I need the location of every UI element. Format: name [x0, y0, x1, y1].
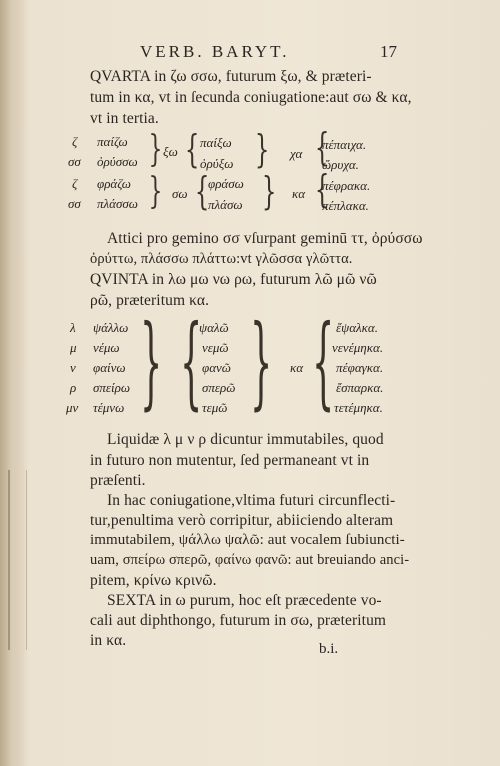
t2-verb-4: σπείρω: [93, 380, 131, 395]
page-number: 17: [380, 42, 397, 61]
para1-line1: QVARTA in ζω σσω, futurum ξω, & præteri-: [90, 68, 372, 85]
t2-brace-right: {: [312, 303, 335, 420]
t2-verb-5: τέμνω: [93, 400, 125, 415]
t2-letter-5: μν: [66, 400, 79, 415]
t1-verb-3: φράζω: [97, 176, 131, 191]
t1-fut-b: σω: [172, 186, 188, 201]
t2-fut-1: ψαλῶ: [199, 320, 229, 335]
t1-verb-2: ὀρύσσω: [97, 154, 138, 169]
book-spine-shadow: [0, 0, 30, 766]
t1-brace-mid-2a: {: [194, 169, 210, 213]
t1-brace-left-1: }: [148, 129, 163, 170]
t2-perf-4: ἔσπαρκα.: [336, 380, 384, 395]
t1-brace-mid-1a: {: [184, 127, 200, 171]
signature-mark: b.i.: [319, 641, 339, 657]
t1-brace-left-2: }: [148, 171, 163, 212]
t2-perf-5: τετέμηκα.: [334, 400, 383, 415]
t1-brace-mid-1b: }: [254, 127, 270, 171]
t1-mid-2: ὀρύξω: [200, 156, 234, 171]
para4-line3: præſenti.: [90, 472, 146, 489]
para6-line2: cali aut diphthongo, futurum in σω, præteritum: [90, 612, 387, 629]
para2-line1: Attici pro gemino σσ vſurpant geminū ττ, ὀρύσσω: [107, 230, 423, 247]
t2-letter-1: λ: [70, 320, 76, 335]
t2-perf-1: ἔψαλκα.: [336, 320, 378, 335]
para5-line1: In hac coniugatione,vltima futuri circunflecti-: [107, 492, 396, 509]
t1-brace-right-2: {: [314, 167, 330, 211]
t1-mid-1: παίξω: [200, 135, 232, 150]
para5-line4: uam, σπείρω σπερῶ, φαίνω φανῶ: aut breuiando anci-: [90, 552, 410, 568]
t2-perf-label: κα: [290, 360, 304, 375]
binding-crease: [8, 470, 27, 650]
t2-fut-5: τεμῶ: [202, 400, 228, 415]
para6-line1: SEXTA in ω purum, hoc eſt præcedente vo-: [107, 592, 382, 609]
t1-perf-1: πέπαιχα.: [322, 137, 367, 152]
t2-verb-2: νέμω: [93, 340, 120, 355]
t2-letter-4: ρ: [70, 380, 77, 395]
t1-mid-4: πλάσω: [208, 197, 243, 212]
t1-letter-3: ζ: [72, 176, 78, 191]
t1-perf-3: πέφρακα.: [322, 178, 371, 193]
t2-perf-2: νενέμηκα.: [332, 340, 384, 355]
running-title: VERB. BARYT.: [140, 42, 290, 61]
para2-line2: ὀρύττω, πλάσσω πλάττω:vt γλῶσσα γλῶττα.: [90, 251, 353, 267]
t1-perf-2: ὤρυχα.: [322, 157, 359, 172]
t2-verb-3: φαίνω: [93, 360, 126, 375]
t1-mid-3: φράσω: [208, 176, 244, 191]
t1-brace-mid-2b: }: [261, 169, 277, 213]
t1-letter-2: σσ: [68, 154, 81, 169]
para4-line1: Liquidæ λ μ ν ρ dicuntur immutabiles, quod: [107, 431, 384, 448]
t2-letter-3: ν: [70, 360, 76, 375]
t1-perf-a: χα: [290, 146, 303, 161]
para5-line3: immutabilem, ψάλλω ψαλῶ: aut vocalem ſubiuncti-: [90, 532, 405, 548]
t1-verb-1: παίζω: [97, 134, 128, 149]
t2-fut-2: νεμῶ: [202, 340, 229, 355]
t1-brace-right-1: {: [314, 125, 330, 169]
para3-line1: QVINTA in λω μω νω ρω, futurum λῶ μῶ νῶ: [90, 271, 377, 288]
t1-perf-b: κα: [292, 186, 306, 201]
para3-line2: ρῶ, præteritum κα.: [90, 292, 210, 309]
t2-letter-2: μ: [70, 340, 77, 355]
t1-perf-4: πέπλακα.: [322, 198, 369, 213]
para5-line5: pitem, κρίνω κρινῶ.: [90, 572, 217, 589]
t2-perf-3: πέφαγκα.: [336, 360, 384, 375]
t2-brace-mid-b: }: [250, 303, 273, 420]
t1-letter-1: ζ: [72, 134, 78, 149]
t2-brace-mid-a: {: [180, 303, 203, 420]
t2-fut-3: φανῶ: [202, 360, 231, 375]
t2-brace-left: }: [140, 303, 163, 420]
t1-letter-4: σσ: [68, 196, 81, 211]
para1-line3: vt in tertia.: [90, 110, 159, 127]
t1-verb-4: πλάσσω: [97, 196, 138, 211]
t1-fut-a: ξω: [163, 144, 178, 159]
para5-line2: tur,penultima verò corripitur, abiiciendo alteram: [90, 512, 394, 529]
para6-line3: in κα.: [90, 632, 127, 649]
para4-line2: in futuro non mutentur, ſed permaneant vt in: [90, 452, 370, 469]
t2-fut-4: σπερῶ: [202, 380, 236, 395]
t2-verb-1: ψάλλω: [93, 320, 129, 335]
para1-line2: tum in κα, vt in ſecunda coniugatione:aut σω & κα,: [90, 89, 412, 106]
